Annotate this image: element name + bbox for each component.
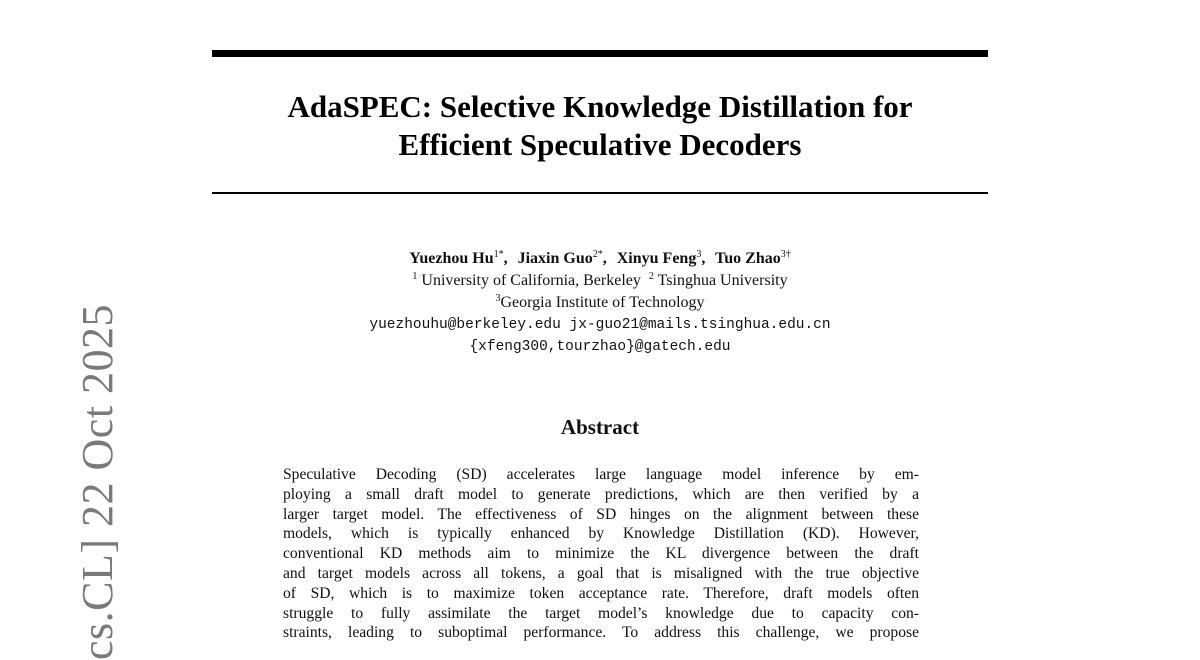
abstract-line: larger target model. The effectiveness of SD hinges on the alignment between these — [283, 505, 919, 523]
affiliation-mark: 2 — [648, 271, 654, 282]
title-top-rule — [212, 50, 988, 57]
author-name: Yuezhou Hu — [409, 250, 494, 267]
paper-title — [212, 88, 988, 164]
author-marks: 1* — [493, 249, 504, 260]
author-block — [212, 248, 988, 358]
affiliation-tsinghua: Tsinghua University — [657, 272, 788, 289]
title-bottom-rule — [212, 192, 988, 194]
email-line-2: {xfeng300,tourzhao}@gatech.edu — [469, 339, 731, 355]
title-line-1: AdaSPEC: Selective Knowledge Distillation for — [287, 89, 913, 124]
abstract-body — [283, 465, 919, 643]
affiliation-georgia-tech: Georgia Institute of Technology — [500, 294, 705, 311]
abstract-line: conventional KD methods aim to minimize the KL divergence between the draft — [283, 545, 919, 563]
author-name: Tuo Zhao — [715, 250, 781, 267]
abstract-line: Speculative Decoding (SD) accelerates large language model inference by em- — [283, 466, 919, 483]
author-name: Xinyu Feng — [616, 250, 697, 267]
abstract-line: struggle to fully assimilate the target model’s knowledge due to capacity con- — [283, 604, 919, 622]
abstract-line: models, which is typically enhanced by Knowledge Distillation (KD). However, — [283, 525, 919, 543]
abstract-line: ploying a small draft model to generate predictions, which are then verified by a — [283, 485, 919, 503]
author-name: Jiaxin Guo — [517, 250, 593, 267]
email-line-1: yuezhouhu@berkeley.edu jx-guo21@mails.tsinghua.edu.cn — [369, 317, 831, 333]
arxiv-side-stamp — [26, 303, 122, 660]
affiliation-mark: 3 — [495, 293, 501, 304]
abstract-line: straints, leading to suboptimal performance. To address this challenge, we propose — [283, 624, 919, 642]
affiliation-mark: 1 — [412, 271, 418, 282]
affiliation-line-2 — [212, 292, 988, 314]
arxiv-stamp-text: cs.CL] 22 Oct 2025 — [73, 303, 122, 660]
affiliation-berkeley: University of California, Berkeley — [421, 272, 641, 289]
author-marks: 3 — [696, 249, 702, 260]
abstract-line: of SD, which is to maximize token acceptance rate. Therefore, draft models often — [283, 584, 919, 602]
author-names: Yuezhou $Hu^{1*}$, Jiaxin Guo$^{2*}$, Xinyu Feng$^3$, Tuo Zhao$^{3\dagger}$ — [409, 249, 791, 267]
abstract-heading: Abstract — [560, 415, 640, 439]
title-line-2: Efficient Speculative Decoders — [398, 127, 802, 162]
author-marks: 3† — [780, 249, 791, 260]
author-marks: 2* — [592, 249, 603, 260]
abstract-line: and target models across all tokens, a goal that is misaligned with the true objective — [283, 564, 919, 582]
affiliation-line-1 — [212, 270, 988, 292]
